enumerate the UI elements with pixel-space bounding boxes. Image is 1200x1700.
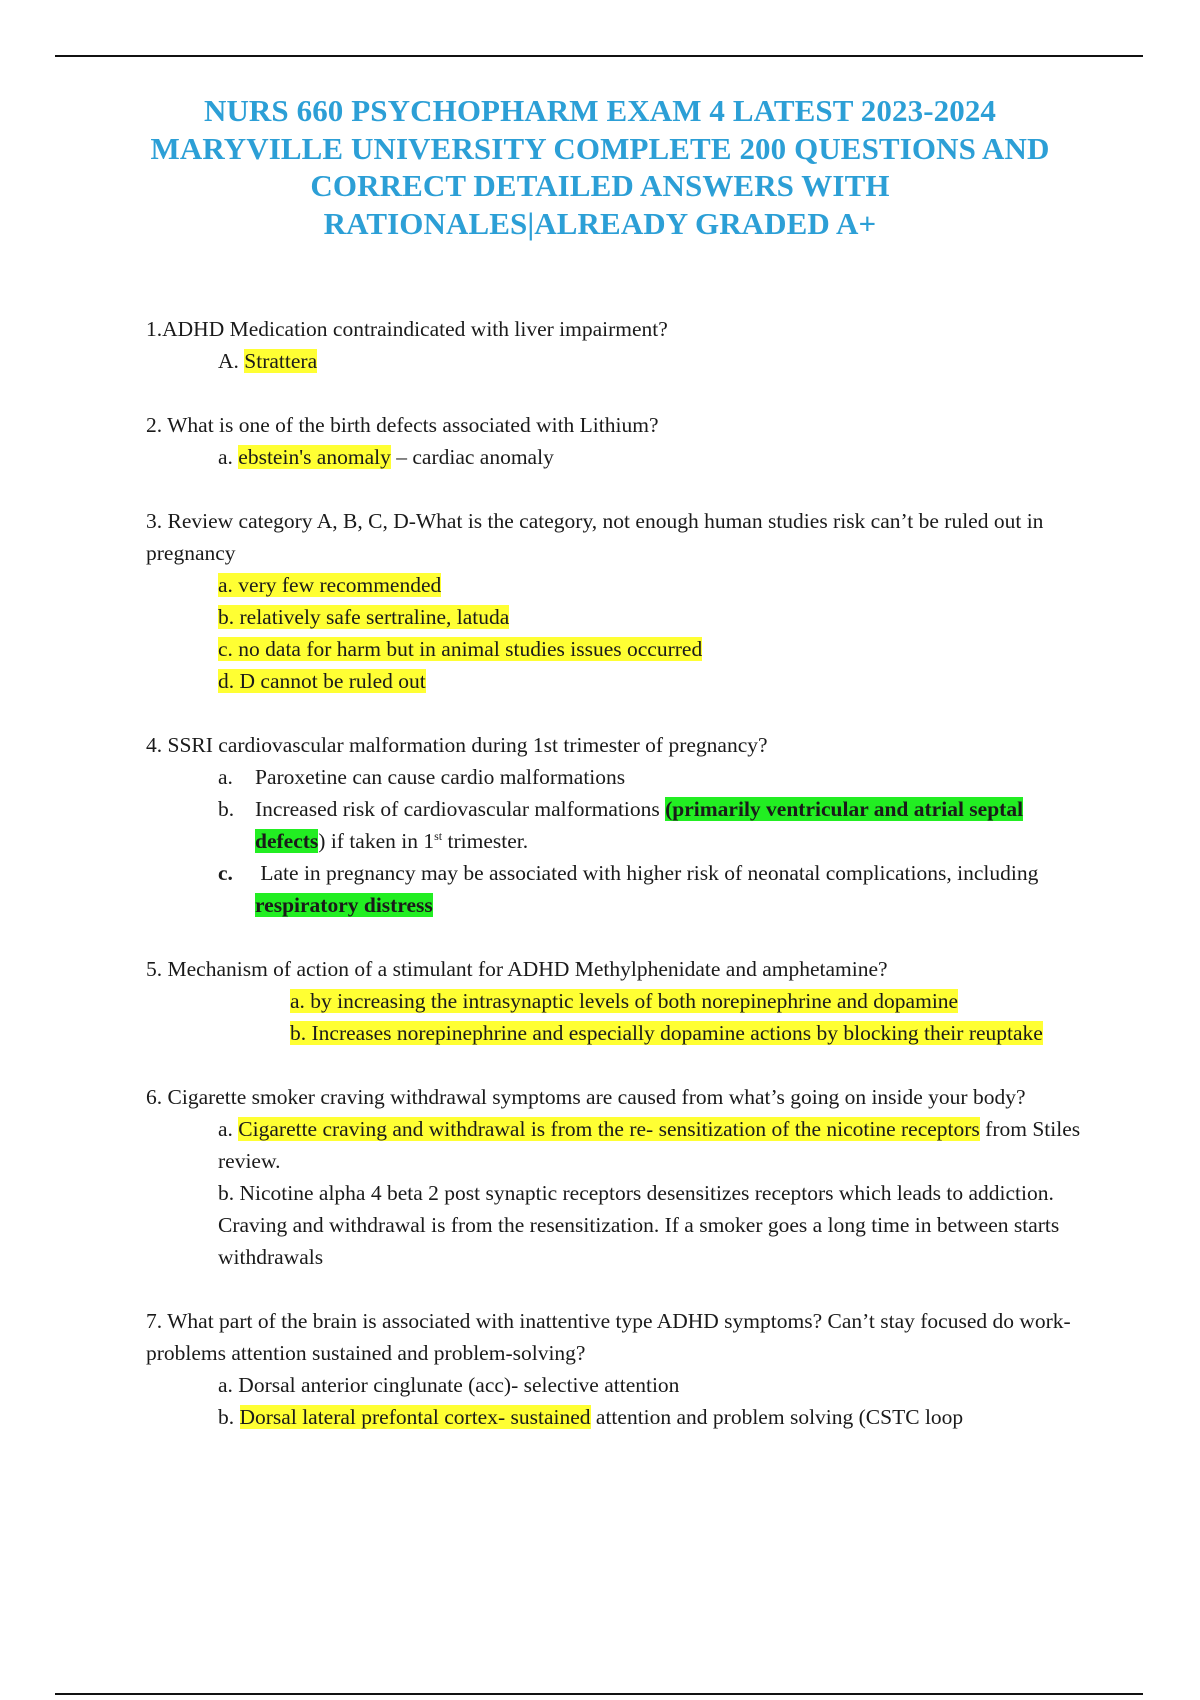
answer-a xyxy=(146,441,1086,473)
highlighted-answer: ebstein's anomaly xyxy=(238,445,391,469)
title-line-1: NURS 660 PSYCHOPHARM EXAM 4 LATEST 2023-2024 xyxy=(203,93,997,128)
question-3 xyxy=(146,505,1086,697)
answer-a xyxy=(146,985,1086,1017)
answer-label: A. xyxy=(218,349,245,373)
answer-b xyxy=(146,1401,1086,1433)
answer-text: Paroxetine can cause cardio malformations xyxy=(255,765,626,789)
bottom-rule xyxy=(55,1693,1143,1695)
answer-c xyxy=(146,857,1086,921)
answer-text: attention and problem solving (CSTC loop xyxy=(590,1405,964,1429)
highlighted-answer: (primarily ventricular and atrial septal defects xyxy=(255,797,1024,853)
answer-text: Increased risk of cardiovascular malformations xyxy=(255,797,666,821)
title-line-4: RATIONALES|ALREADY GRADED A+ xyxy=(323,205,877,241)
highlighted-answer: a. very few recommended xyxy=(218,573,442,597)
highlighted-answer: d. D cannot be ruled out xyxy=(218,669,426,693)
answer-label: b. xyxy=(218,797,235,821)
question-5 xyxy=(146,953,1086,1049)
answer-label: c. xyxy=(218,861,233,885)
answer-a xyxy=(146,1113,1086,1177)
question-stem: 5. Mechanism of action of a stimulant for ADHD Methylphenidate and amphetamine? xyxy=(146,957,888,981)
question-stem: 1.ADHD Medication contraindicated with liver impairment? xyxy=(146,317,668,341)
highlighted-answer: respiratory distress xyxy=(255,893,433,917)
highlighted-answer: c. no data for harm but in animal studies issues occurred xyxy=(218,637,703,661)
document-body xyxy=(146,313,1086,1465)
answer-b xyxy=(146,793,1086,857)
title-line-2: MARYVILLE UNIVERSITY COMPLETE 200 QUESTIONS AND xyxy=(150,130,1050,166)
answer-text: ) if taken in 1 xyxy=(318,829,435,853)
answer-label: a. xyxy=(218,445,239,469)
question-1 xyxy=(146,313,1086,377)
answer-text: from Stiles review. xyxy=(218,1117,1081,1173)
question-stem: 7. What part of the brain is associated with inattentive type ADHD symptoms? Can’t stay focused do work-problems attention sustained and problem-solving? xyxy=(146,1309,1071,1365)
highlighted-answer: Dorsal lateral prefontal cortex- sustained xyxy=(239,1405,591,1429)
question-stem: 4. SSRI cardiovascular malformation during 1st trimester of pregnancy? xyxy=(146,733,768,757)
answer-a xyxy=(146,345,1086,377)
answer-d xyxy=(146,665,1086,697)
top-rule xyxy=(55,55,1143,57)
question-stem: 6. Cigarette smoker craving withdrawal symptoms are caused from what’s going on inside your body? xyxy=(146,1085,1026,1109)
answer-a xyxy=(146,569,1086,601)
question-stem: 3. Review category A, B, C, D-What is the category, not enough human studies risk can’t be ruled out in pregnancy xyxy=(146,509,1044,565)
answer-b xyxy=(146,1017,1086,1049)
question-6 xyxy=(146,1081,1086,1273)
question-2 xyxy=(146,409,1086,473)
superscript: st xyxy=(434,828,443,843)
question-7 xyxy=(146,1305,1086,1433)
answer-text: trimester. xyxy=(442,829,529,853)
answer-b xyxy=(146,601,1086,633)
document-title xyxy=(60,92,1140,242)
highlighted-answer: Cigarette craving and withdrawal is from the re- sensitization of the nicotine receptors xyxy=(238,1117,980,1141)
answer-text: Late in pregnancy may be associated with higher risk of neonatal complications, including xyxy=(255,861,1039,885)
answer-label: a. xyxy=(218,765,233,789)
answer-label: b. xyxy=(218,1405,240,1429)
answer-c xyxy=(146,633,1086,665)
question-stem: 2. What is one of the birth defects associated with Lithium? xyxy=(146,413,659,437)
answer-label: b. xyxy=(290,1021,312,1045)
answer-text: – cardiac anomaly xyxy=(390,445,554,469)
title-line-3: CORRECT DETAILED ANSWERS WITH xyxy=(310,168,890,203)
highlighted-answer: b. relatively safe sertraline, latuda xyxy=(218,605,510,629)
question-4 xyxy=(146,729,1086,921)
answer-b: b. Nicotine alpha 4 beta 2 post synaptic receptors desensitizes receptors which leads to addiction. Craving and withdrawal is from the resensitization. If a smoker goes a long time in between starts withdrawals xyxy=(218,1181,1060,1269)
highlighted-answer: a. by increasing the intrasynaptic levels of both norepinephrine and dopamine xyxy=(290,989,959,1013)
highlighted-answer: Strattera xyxy=(244,349,318,373)
answer-a: a. Dorsal anterior cinglunate (acc)- selective attention xyxy=(218,1373,680,1397)
highlighted-answer: Increases norepinephrine and especially dopamine actions by blocking their reuptake xyxy=(311,1021,1043,1045)
answer-a xyxy=(146,761,1086,793)
answer-label: a. xyxy=(218,1117,239,1141)
